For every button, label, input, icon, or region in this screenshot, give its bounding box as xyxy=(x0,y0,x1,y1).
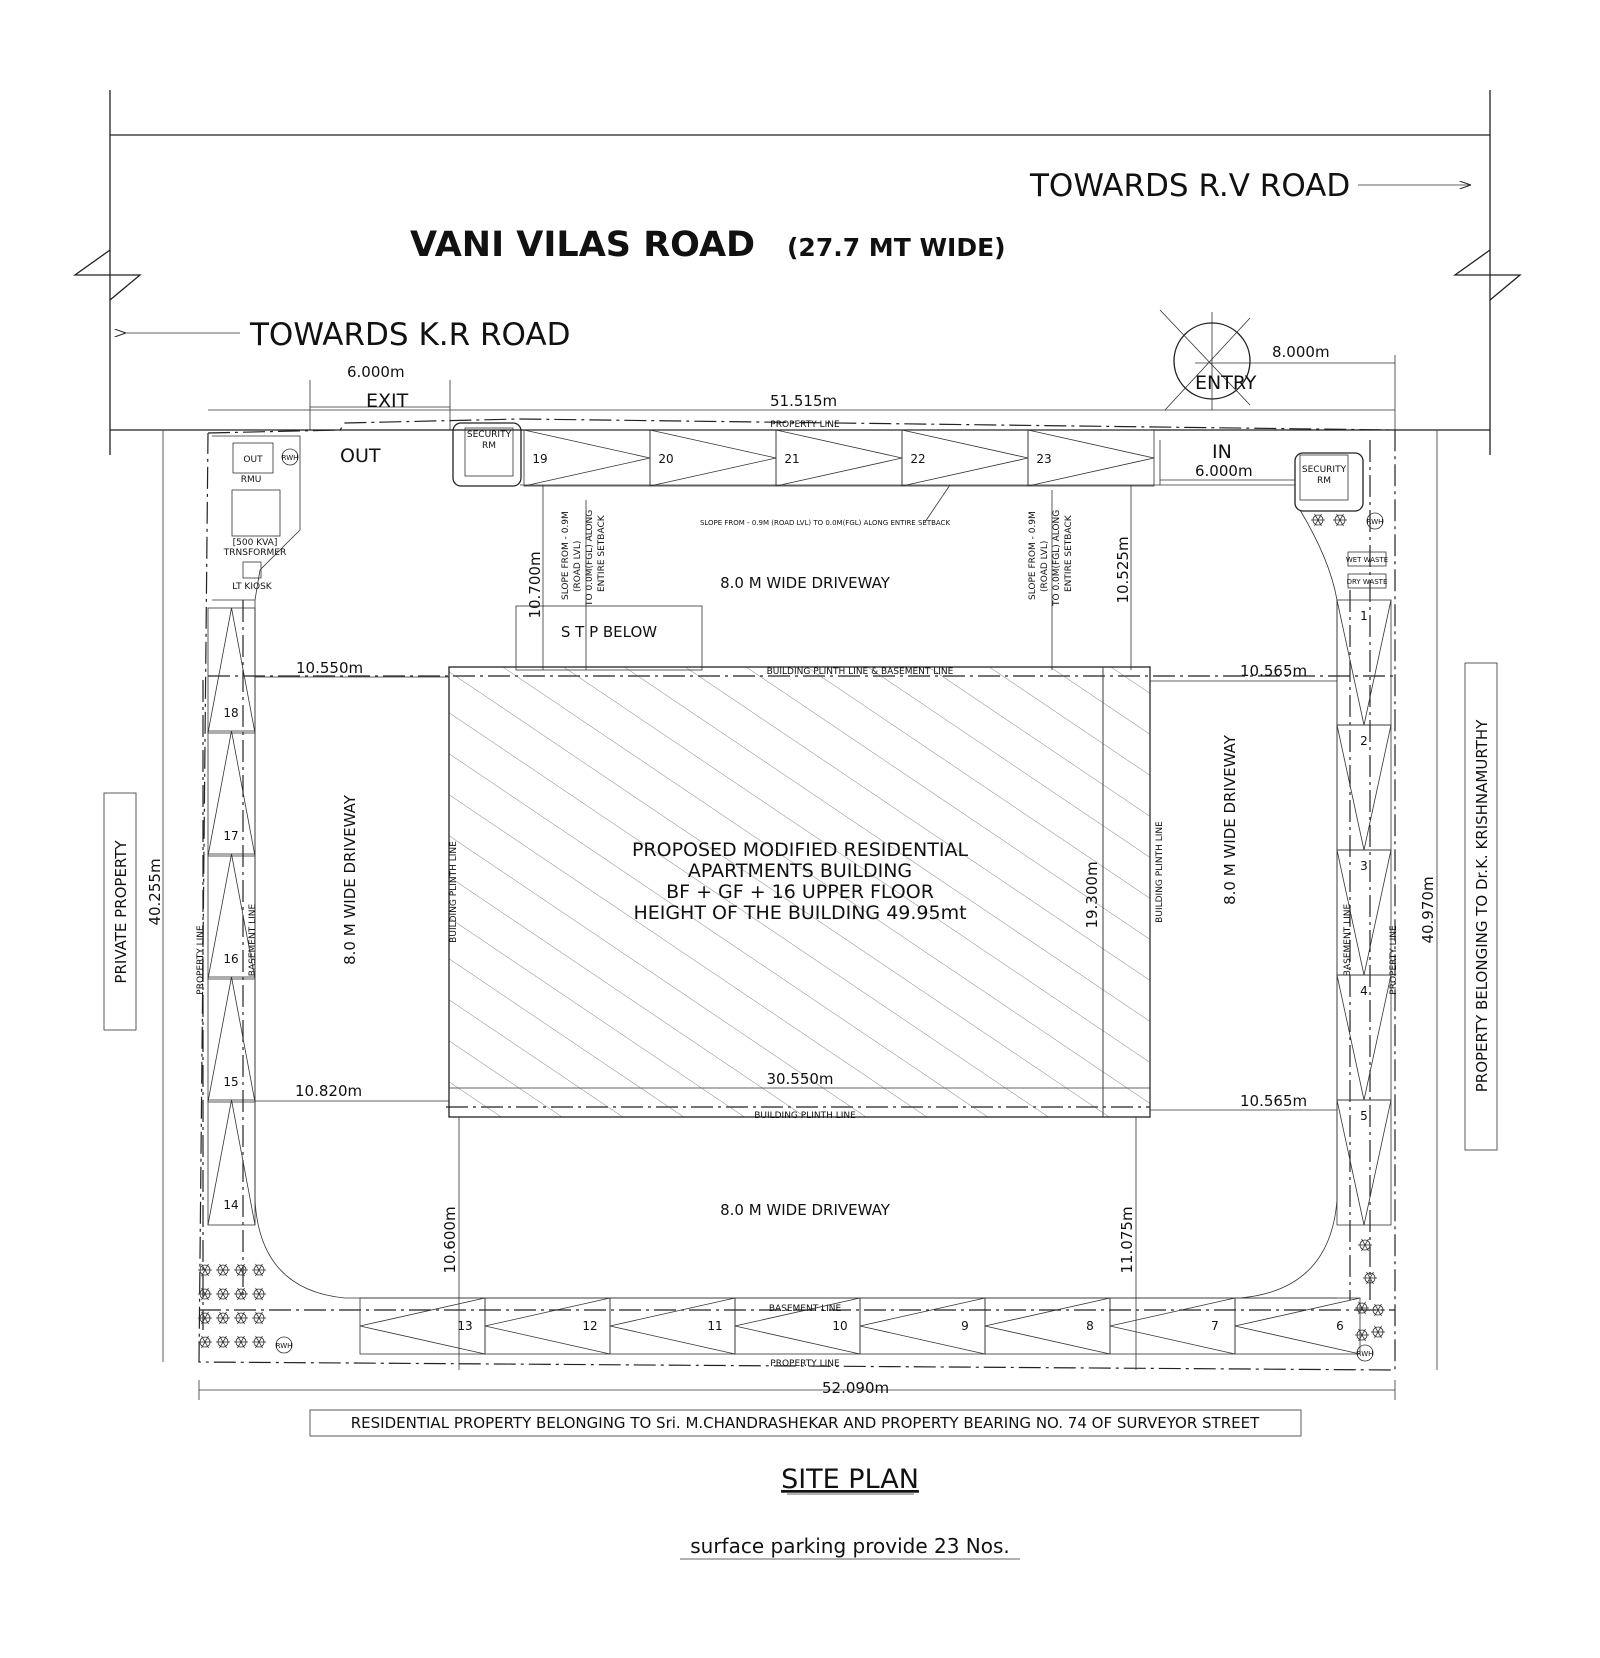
entry-label: ENTRY xyxy=(1195,372,1257,394)
plant-icon xyxy=(216,1288,230,1300)
towards-rv-road: TOWARDS R.V ROAD xyxy=(1030,168,1351,204)
side-left-bottom-dim: 10.820m xyxy=(295,1082,363,1100)
parking-number: 13 xyxy=(457,1319,473,1333)
plant-icon xyxy=(216,1336,230,1348)
parking-number: 15 xyxy=(223,1075,239,1089)
plant-icon xyxy=(234,1336,248,1348)
left-dimension: 40.255m xyxy=(146,858,164,926)
security-room-left xyxy=(453,423,521,486)
side-left-top-dim: 10.550m xyxy=(296,659,364,677)
property-line-top-label: PROPERTY LINE xyxy=(770,420,840,430)
security-room-right xyxy=(1295,453,1363,511)
road-width-note: (27.7 MT WIDE) xyxy=(787,233,1006,262)
parking-number: 19 xyxy=(532,452,548,466)
exit-width-dim: 6.000m xyxy=(347,363,405,381)
building-width-dim: 30.550m xyxy=(766,1070,834,1088)
parking-number: 16 xyxy=(223,952,239,966)
parking-bay xyxy=(1337,975,1391,1100)
parking-bay xyxy=(776,430,902,486)
plant-icon xyxy=(252,1312,266,1324)
slope-right-line-2: (ROAD LVL) xyxy=(1040,540,1050,592)
plant-icon xyxy=(1371,1326,1385,1338)
parking-bay xyxy=(985,1298,1110,1354)
side-right-bottom-dim: 10.565m xyxy=(1240,1092,1308,1110)
security-right-line-1: SECURITY xyxy=(1301,465,1347,475)
neighbor-left xyxy=(104,793,136,1030)
slope-right-line-4: ENTIRE SETBACK xyxy=(1064,515,1074,592)
parking-number: 11 xyxy=(707,1319,723,1333)
basement-line-left-label: BASEMENT LINE xyxy=(248,903,258,977)
basement-line-right-label: BASEMENT LINE xyxy=(1343,903,1353,977)
building-depth-dim: 19.300m xyxy=(1083,861,1101,929)
in-label: IN xyxy=(1212,441,1232,463)
slope-right-line-3: TO 0.0M(FGL) ALONG xyxy=(1052,509,1062,606)
parking-bay xyxy=(208,977,255,1102)
parking-number: 12 xyxy=(582,1319,598,1333)
parking-bay xyxy=(650,430,776,486)
entry-width-dim: 6.000m xyxy=(1195,462,1253,480)
driveway-top-label: 8.0 M WIDE DRIVEWAY xyxy=(720,574,890,592)
plant-icon xyxy=(1355,1329,1369,1341)
parking-bay xyxy=(1337,1100,1391,1225)
parking-bay xyxy=(1110,1298,1235,1354)
plinth-line-left-label: BUILDING PLINTH LINE xyxy=(449,841,459,943)
wet-waste-label: WET WASTE xyxy=(1345,556,1389,564)
dry-waste-label: DRY WASTE xyxy=(1346,578,1388,586)
plant-icon xyxy=(1355,1302,1369,1314)
property-line-right-label: PROPERTY LINE xyxy=(1389,925,1399,995)
north-compass-icon xyxy=(1160,310,1250,410)
security-right-line-2: RM xyxy=(1316,476,1332,486)
parking-number: 17 xyxy=(223,829,239,843)
front-setback-right-dim: 10.525m xyxy=(1114,536,1132,604)
stp-label: S T P BELOW xyxy=(560,623,658,641)
property-line-left-label: PROPERTY LINE xyxy=(196,925,206,995)
road-name: VANI VILAS ROAD xyxy=(410,225,756,265)
parking-number: 3 xyxy=(1360,859,1368,873)
rwh-label-3: RWH xyxy=(275,1342,293,1350)
parking-note: surface parking provide 23 Nos. xyxy=(690,1534,1010,1558)
transformer-line-2: TRNSFORMER xyxy=(223,548,287,558)
towards-kr-road: TOWARDS K.R ROAD xyxy=(250,317,571,353)
plant-icon xyxy=(234,1312,248,1324)
rwh-label-4: RWH xyxy=(1356,1350,1374,1358)
parking-number: 5 xyxy=(1360,1109,1368,1123)
parking-bay xyxy=(524,430,650,486)
slope-left-line-4: ENTIRE SETBACK xyxy=(597,515,607,592)
driveway-right-label: 8.0 M WIDE DRIVEWAY xyxy=(1221,735,1239,905)
plant-icon xyxy=(252,1288,266,1300)
parking-number: 10 xyxy=(832,1319,848,1333)
rmu-out-label: OUT xyxy=(243,455,263,465)
plant-icon xyxy=(216,1312,230,1324)
parking-bay xyxy=(208,1100,255,1225)
plant-icon xyxy=(1311,514,1325,526)
plant-icon xyxy=(252,1336,266,1348)
rwh-label-2: RWH xyxy=(1366,518,1384,526)
neighbor-left-label: PRIVATE PROPERTY xyxy=(112,840,130,984)
property-line-bottom-label: PROPERTY LINE xyxy=(770,1359,840,1369)
neighbor-bottom-label: RESIDENTIAL PROPERTY BELONGING TO Sri. M.CHANDRASHEKAR AND PROPERTY BEARING NO. 74 OF SURVEYOR STREET xyxy=(350,1414,1260,1432)
parking-number: 14 xyxy=(223,1198,239,1212)
parking-number: 8 xyxy=(1086,1319,1094,1333)
rear-left-dim: 10.600m xyxy=(441,1206,459,1274)
transformer-line-1: [500 KVA] xyxy=(232,538,278,548)
rmu-label: RMU xyxy=(240,475,262,485)
out-label: OUT xyxy=(340,445,381,467)
parking-bay xyxy=(1235,1298,1360,1354)
parking-number: 18 xyxy=(223,706,239,720)
plant-icon xyxy=(234,1288,248,1300)
parking-number: 22 xyxy=(910,452,926,466)
entry-offset-dim: 8.000m xyxy=(1272,343,1330,361)
slope-right-line-1: SLOPE FROM - 0.9M xyxy=(1028,511,1038,600)
lt-kiosk-label: LT KIOSK xyxy=(232,582,272,592)
parking-number: 2 xyxy=(1360,734,1368,748)
parking-bay xyxy=(902,430,1028,486)
parking-number: 6 xyxy=(1336,1319,1344,1333)
plant-icon xyxy=(198,1312,212,1324)
bottom-dimension: 52.090m xyxy=(822,1379,890,1397)
slope-left-line-3: TO 0.0M(FGL) ALONG xyxy=(585,509,595,606)
plant-icon xyxy=(234,1264,248,1276)
plant-icon xyxy=(1371,1304,1385,1316)
neighbor-right-label: PROPERTY BELONGING TO Dr.K. KRISHNAMURTHY xyxy=(1473,719,1491,1093)
parking-number: 21 xyxy=(784,452,800,466)
parking-bay xyxy=(1028,430,1154,486)
plant-icon xyxy=(252,1264,266,1276)
plant-icon xyxy=(216,1264,230,1276)
driveway-left-label: 8.0 M WIDE DRIVEWAY xyxy=(341,795,359,965)
basement-line-bottom-label: BASEMENT LINE xyxy=(768,1304,842,1314)
plinth-line-right-label: BUILDING PLINTH LINE xyxy=(1155,821,1165,923)
parking-number: 4 xyxy=(1360,984,1368,998)
security-left-line-2: RM xyxy=(481,441,497,451)
building-line-3: BF + GF + 16 UPPER FLOOR xyxy=(666,881,934,903)
driveway-bottom-label: 8.0 M WIDE DRIVEWAY xyxy=(720,1201,890,1219)
parking-number: 9 xyxy=(961,1319,969,1333)
rear-right-dim: 11.075m xyxy=(1118,1206,1136,1274)
slope-top-note: SLOPE FROM - 0.9M (ROAD LVL) TO 0.0M(FGL) ALONG ENTIRE SETBACK xyxy=(699,519,951,527)
parking-number: 7 xyxy=(1211,1319,1219,1333)
parking-bay xyxy=(485,1298,610,1354)
building-line-4: HEIGHT OF THE BUILDING 49.95mt xyxy=(633,902,967,924)
side-right-top-dim: 10.565m xyxy=(1240,662,1308,680)
neighbor-bottom xyxy=(310,1410,1301,1436)
parking-bay xyxy=(860,1298,985,1354)
right-dimension: 40.970m xyxy=(1419,876,1437,944)
plant-icon xyxy=(198,1336,212,1348)
parking-number: 23 xyxy=(1036,452,1052,466)
slope-left-line-1: SLOPE FROM - 0.9M xyxy=(561,511,571,600)
parking-bay xyxy=(208,608,255,733)
plinth-basement-line-label: BUILDING PLINTH LINE & BASEMENT LINE xyxy=(766,667,954,677)
building-line-1: PROPOSED MODIFIED RESIDENTIAL xyxy=(631,839,969,861)
plant-icon xyxy=(1333,514,1347,526)
slope-left-line-2: (ROAD LVL) xyxy=(573,540,583,592)
drawing-title: SITE PLAN xyxy=(781,1464,919,1495)
parking-bay xyxy=(1337,725,1391,850)
rwh-label-1: RWH xyxy=(281,454,299,462)
parking-bay xyxy=(1337,600,1391,725)
exit-label: EXIT xyxy=(366,390,409,412)
neighbor-right xyxy=(1465,663,1497,1150)
parking-bay xyxy=(360,1298,485,1354)
gate-dimensions xyxy=(208,343,1395,430)
parking-bay xyxy=(610,1298,735,1354)
proposed-building xyxy=(449,667,1165,1121)
parking-number: 1 xyxy=(1360,609,1368,623)
building-line-2: APARTMENTS BUILDING xyxy=(687,860,913,882)
parking-number: 20 xyxy=(658,452,674,466)
parking-bay xyxy=(208,731,255,856)
top-dimension: 51.515m xyxy=(770,392,838,410)
security-left-line-1: SECURITY xyxy=(466,430,512,440)
plinth-line-bottom-label: BUILDING PLINTH LINE xyxy=(754,1111,856,1121)
front-setback-left-dim: 10.700m xyxy=(526,551,544,619)
